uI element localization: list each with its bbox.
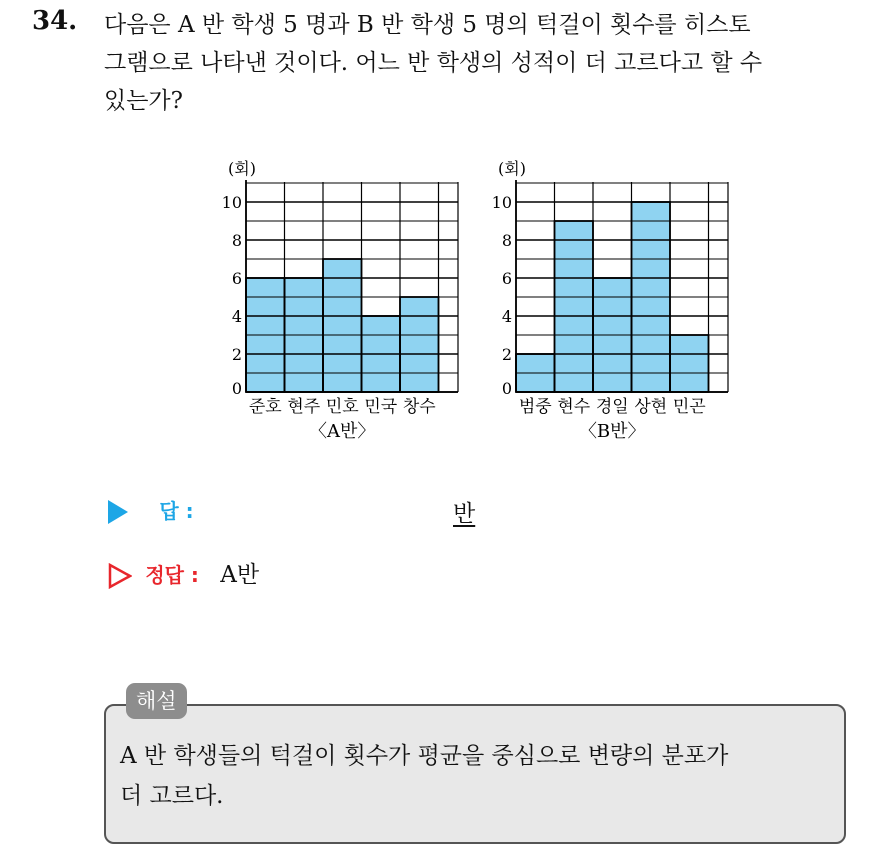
y-tick-label: 2 — [231, 345, 242, 364]
x-category-label: 상현 — [634, 397, 668, 417]
correct-value: A반 — [220, 562, 260, 588]
play-triangle-icon — [108, 500, 128, 524]
x-category-label: 범중 — [518, 397, 552, 417]
histogram-bar — [323, 259, 362, 392]
y-tick-label: 4 — [231, 307, 242, 326]
explanation-tag: 해설 — [126, 683, 187, 719]
outline-triangle-icon — [108, 563, 132, 589]
histogram-bar — [400, 297, 439, 392]
y-tick-label: 0 — [501, 379, 512, 398]
question-line: 그램으로 나타낸 것이다. 어느 반 학생의 성적이 더 고르다고 할 수 — [104, 50, 763, 76]
x-category-label: 현주 — [287, 397, 321, 417]
explanation-text — [120, 736, 840, 816]
histogram-b — [486, 155, 756, 455]
x-category-label: 민호 — [325, 397, 359, 417]
answer-row — [108, 495, 476, 527]
chart-caption: 〈A반〉 — [309, 421, 376, 442]
x-category-label: 민국 — [364, 397, 398, 417]
histogram-a — [216, 155, 486, 455]
y-tick-label: 0 — [231, 379, 242, 398]
y-unit-label: (회) — [228, 159, 256, 178]
y-tick-label: 10 — [491, 193, 512, 212]
histogram-bar — [670, 335, 709, 392]
answer-suffix: 반 — [453, 501, 476, 527]
question-number: 34. — [32, 6, 78, 36]
explanation-line: 더 고르다. — [120, 783, 224, 809]
correct-label: 정답 : — [145, 563, 199, 587]
question-line: 다음은 A 반 학생 5 명과 B 반 학생 5 명의 턱걸이 횟수를 히스토 — [104, 12, 751, 38]
y-tick-label: 6 — [501, 269, 512, 288]
explanation-line: A 반 학생들의 턱걸이 횟수가 평균을 중심으로 변량의 분포가 — [120, 743, 729, 769]
y-tick-label: 4 — [501, 307, 512, 326]
y-tick-label: 2 — [501, 345, 512, 364]
y-unit-label: (회) — [498, 159, 526, 178]
question-line: 있는가? — [104, 88, 183, 114]
y-tick-label: 10 — [221, 193, 242, 212]
x-category-label: 창수 — [402, 397, 436, 417]
y-tick-label: 8 — [231, 231, 242, 250]
x-category-label: 현수 — [557, 397, 591, 417]
histogram-bar — [555, 221, 594, 392]
x-category-label: 준호 — [248, 397, 282, 417]
y-tick-label: 6 — [231, 269, 242, 288]
x-category-label: 민곤 — [672, 397, 706, 417]
x-category-label: 경일 — [595, 397, 629, 417]
answer-label: 답 : — [159, 499, 194, 523]
y-tick-label: 8 — [501, 231, 512, 250]
correct-answer-row — [108, 556, 259, 589]
chart-caption: 〈B반〉 — [578, 421, 646, 442]
question-text — [104, 6, 864, 120]
